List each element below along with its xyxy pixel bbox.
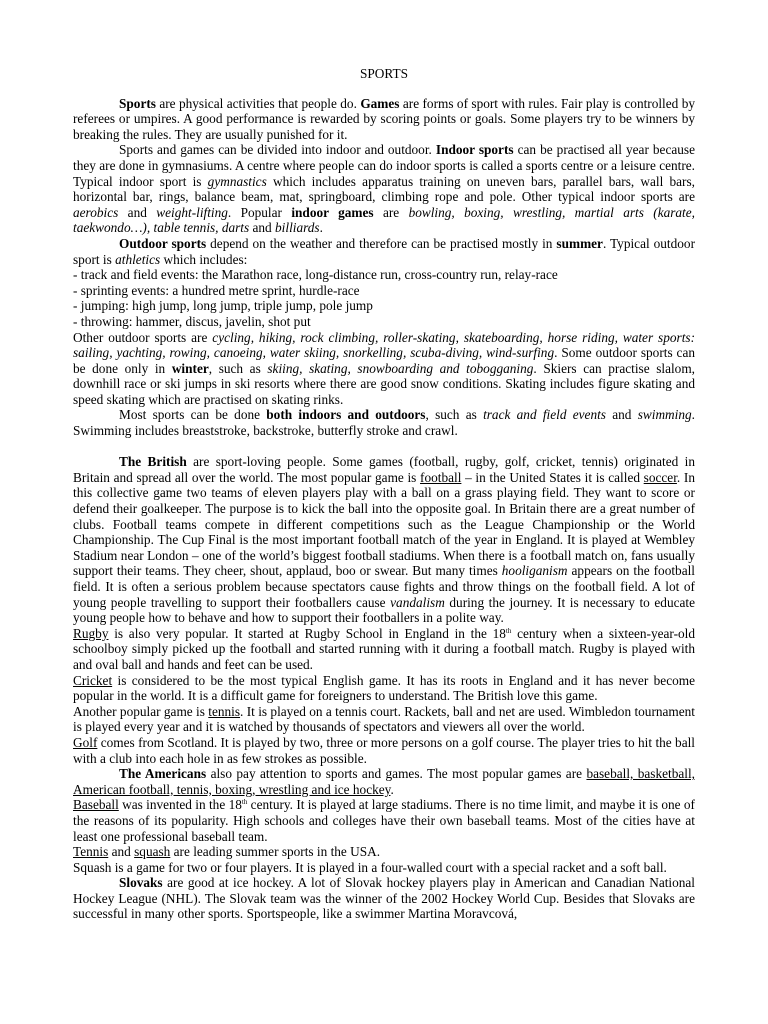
paragraph-british: The British are sport-loving people. Some games (football, rugby, golf, cricket, tennis) originated in Britain and spread all over the world. The most popular game is football – in the United States it is called soccer. In this collective game two teams of eleven players play with a ball on a grass playing field. They want to score or defend their goalkeeper. The purpose is to kick the ball into the opposite goal. In Britain there are a great number of clubs. Football teams compete in different competitions such as the League Championship or the World Championship. The Cup Final is the most important football match of the year in England. It is played at Wembley Stadium near London – one of the world’s biggest football stadiums. When there is a football match on, fans usually support their teams. They cheer, shout, applaud, boo or swear. But many times hooliganism appears on the football field. It is often a serious problem because spectators cause fights and throw things on the football field. A lot of young people travelling to support their footballers cause vandalism during the journey. It is necessary to educate young people how to behave and how to support their footballers in a polite way.	[73, 454, 695, 626]
paragraph-outdoor-sports: Outdoor sports depend on the weather and therefore can be practised mostly in summer. Typical outdoor sport is athletics which includes:	[73, 235, 695, 267]
list-item: - throwing: hammer, discus, javelin, shot put	[73, 313, 311, 329]
list-item: - jumping: high jump, long jump, triple jump, pole jump	[73, 298, 373, 314]
page-title: SPORTS	[360, 66, 408, 81]
list-item: - track and field events: the Marathon race, long-distance run, cross-country run, relay-race	[73, 267, 558, 283]
paragraph-gap	[73, 439, 695, 455]
paragraph-americans: The Americans also pay attention to sports and games. The most popular games are baseball, basketball, American football, tennis, boxing, wrestling and ice hockey.	[73, 766, 695, 797]
paragraph-sports-definition: Sports are physical activities that people do. Games are forms of sport with rules. Fair play is controlled by referees or umpires. A good performance is rewarded by scoring points or goals. Some players try to be winners by breaking the rules. They are usually punished for it.	[73, 95, 695, 142]
paragraph-indoor-sports: Sports and games can be divided into indoor and outdoor. Indoor sports can be practised all year because they are done in gymnasiums. A centre where people can do indoor sports is called a sports centre or a leisure centre. Typical indoor sport is gymnastics which includes apparatus training on uneven bars, parallel bars, wall bars, horizontal bar, rings, balance beam, mat, springboard, climbing rope and pole. Other typical indoor sports are aerobics and weight-lifting. Popular indoor games are bowling, boxing, wrestling, martial arts (karate, taekwondo…), table tennis, darts and billiards.	[73, 142, 695, 236]
paragraph-golf: Golf comes from Scotland. It is played by two, three or more persons on a golf course. The player tries to hit the ball with a club into each hole in as few strokes as possible.	[73, 734, 695, 766]
paragraph-tennis-squash: Tennis and squash are leading summer sports in the USA.	[73, 844, 381, 860]
paragraph-rugby: Rugby is also very popular. It started at Rugby School in England in the 18th century when a sixteen-year-old schoolboy simply picked up the football and started running with it during a football match. Rugby is played with and oval ball and hands and feet can be used.	[73, 625, 695, 672]
paragraph-squash: Squash is a game for two or four players. It is played in a four-walled court with a special racket and a soft ball.	[73, 859, 667, 875]
paragraph-cricket: Cricket is considered to be the most typical English game. It has its roots in England and it has never become popular in the world. It is a difficult game for foreigners to understand. The British love this game.	[73, 672, 695, 704]
athletics-list	[73, 267, 695, 329]
paragraph-slovaks: Slovaks are good at ice hockey. A lot of Slovak hockey players play in American and Canadian National Hockey League (NHL). The Slovak team was the winner of the 2002 Hockey World Cup. Besides that Slovaks are successful in many other sports. Sportspeople, like a swimmer Martina Moravcová,	[73, 875, 695, 922]
list-item: - sprinting events: a hundred metre sprint, hurdle-race	[73, 282, 360, 298]
paragraph-tennis: Another popular game is tennis. It is played on a tennis court. Rackets, ball and net are used. Wimbledon tournament is played every year and it is watched by thousands of spectators and viewers all over the world.	[73, 703, 696, 735]
paragraph-indoors-outdoors: Most sports can be done both indoors and outdoors, such as track and field events and swimming. Swimming includes breaststroke, backstroke, butterfly stroke and crawl.	[73, 407, 695, 439]
paragraph-baseball: Baseball was invented in the 18th century. It is played at large stadiums. There is no time limit, and maybe it is one of the reasons of its popularity. High schools and colleges have their own baseball teams. Most of the cities have at least one professional baseball team.	[73, 797, 695, 844]
paragraph-other-outdoor: Other outdoor sports are cycling, hiking, rock climbing, roller-skating, skateboarding, horse riding, water sports: sailing, yachting, rowing, canoeing, water skiing, snorkelling, scuba-diving, wind-surfing. Some outdoor sports can be done only in winter, such as skiing, skating, snowboarding and tobogganing. Skiers can practise slalom, downhill race or ski jumps in ski resorts where there are good snow conditions. Skating includes figure skating and speed skating which are practised on skating rinks.	[73, 329, 695, 407]
